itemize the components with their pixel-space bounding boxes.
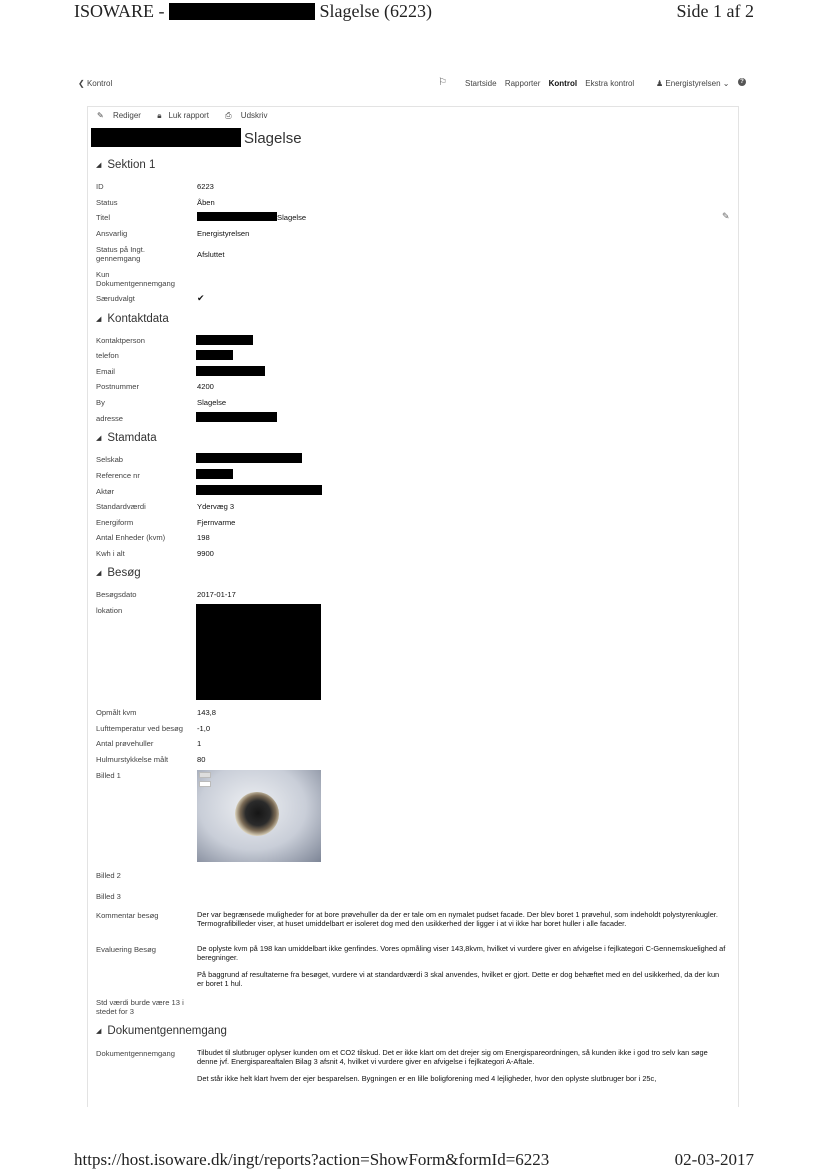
redacted-block	[169, 3, 315, 20]
field-label: Ansvarlig	[96, 229, 128, 238]
top-nav	[78, 78, 752, 92]
field-label: Billed 1	[96, 771, 121, 780]
field-label: Aktør	[96, 487, 115, 496]
nav-links	[465, 79, 640, 88]
redacted-block	[196, 335, 253, 345]
close-report-button[interactable]: 🔒︎ Luk rapport	[157, 111, 209, 120]
field-label: Billed 3	[96, 892, 121, 901]
field-label: Besøgsdato	[96, 590, 137, 599]
redacted-block	[196, 366, 265, 376]
nav-link-rapporter[interactable]: Rapporter	[504, 79, 541, 88]
field-label: Antal prøvehuller	[96, 739, 154, 748]
section-header-dokumentgennemgang[interactable]: ◢ Dokumentgennemgang	[96, 1025, 227, 1037]
field-value-enheder: 198	[197, 533, 210, 542]
print-date: 02-03-2017	[674, 1150, 754, 1169]
redacted-block	[196, 412, 277, 422]
section-header-kontaktdata[interactable]: ◢ Kontaktdata	[96, 313, 169, 325]
field-label: Evaluering Besøg	[96, 945, 156, 954]
chevron-down-icon: ⌄	[722, 79, 730, 88]
field-label: Status	[96, 198, 118, 207]
field-value-dokumentgennemgang: Tilbudet til slutbruger oplyser kunden om et CO2 tilskud. Det er ikke klart om det drejer sig om Energispareordningen, så kunden ikke i god tro selv kan søge denne jvf. Energispareaftalen Bilag 3 afsnit 4, hvilket vi vurdere giver en afvigelse i fejlkategori A-Aftale. Det står ikke helt klart hvem der ejer besparelsen. Bygningen er en lille boligforening med 4 lejligheder, hvor den oplyste slutbruger bor i 25c,	[197, 1049, 727, 1084]
field-value-opmaalt-kvm: 143,8	[197, 708, 217, 717]
field-label: Billed 2	[96, 871, 121, 880]
field-label: Hulmurstykkelse målt	[96, 755, 169, 764]
field-label: Std værdi burde være 13 i stedet for 3	[96, 998, 184, 1016]
field-label: Antal Enheder (kvm)	[96, 533, 166, 542]
nav-link-startside[interactable]: Startside	[465, 79, 497, 88]
page-title: Slagelse	[244, 130, 302, 147]
flag-icon[interactable]: ⚐	[438, 77, 447, 88]
edit-icon: ✎	[97, 111, 104, 120]
field-label: Kommentar besøg	[96, 911, 159, 920]
field-label: Titel	[96, 213, 111, 222]
collapse-triangle-icon: ◢	[96, 1028, 102, 1035]
field-label: Standardværdi	[96, 502, 146, 511]
redacted-block	[196, 453, 302, 463]
field-value-postnummer: 4200	[197, 382, 214, 391]
print-page-number: Side 1 af 2	[676, 1, 754, 21]
field-label: Kun Dokumentgennemgang	[96, 270, 175, 288]
report-toolbar	[97, 111, 281, 121]
field-value-titel: Slagelse	[197, 212, 306, 222]
field-label: Status på Ingt. gennemgang	[96, 245, 145, 263]
field-label: Postnummer	[96, 382, 140, 391]
billed-1-photo[interactable]	[197, 770, 321, 862]
print-button[interactable]: ⎙ Udskriv	[225, 111, 268, 120]
field-value-hulmur: 80	[197, 755, 206, 764]
field-value-kwh: 9900	[197, 549, 214, 558]
photo-control[interactable]	[199, 781, 211, 787]
section-header-besoeg[interactable]: ◢ Besøg	[96, 567, 141, 579]
field-label: Særudvalgt	[96, 294, 135, 303]
user-menu[interactable]: ♟ Energistyrelsen ⌄	[656, 79, 730, 88]
field-label: Lufttemperatur ved besøg	[96, 724, 183, 733]
field-label: By	[96, 398, 105, 407]
print-url: https://host.isoware.dk/ingt/reports?action=ShowForm&formId=6223	[74, 1150, 550, 1169]
field-value-by: Slagelse	[197, 398, 227, 407]
back-link[interactable]: ❮ Kontrol	[78, 79, 113, 88]
field-value-lufttemperatur: -1,0	[197, 724, 211, 733]
field-value-evaluering: De oplyste kvm på 198 kan umiddelbart ikke genfindes. Vores opmåling viser 143,8kvm, hvilket vi vurdere giver en afvigelse i fejlkategori C-Gennemskuelighed af beregninger. På baggrund af resultaterne fra besøget, vurdere vi at standardværdi 3 skal anvendes, hvilket er gjort. Dette er dog behæftet med en del usikkerhed, da der kun er boret 1 hul.	[197, 944, 726, 988]
lock-icon: 🔒︎	[157, 111, 162, 120]
field-value-besoegsdato: 2017-01-17	[197, 590, 236, 599]
redacted-block	[197, 212, 277, 221]
help-icon[interactable]: ?	[738, 78, 746, 86]
field-label: Energiform	[96, 518, 134, 527]
nav-link-kontrol[interactable]: Kontrol	[548, 79, 578, 88]
field-label: adresse	[96, 414, 124, 423]
user-icon: ♟	[656, 79, 664, 88]
chevron-left-icon: ❮	[78, 79, 85, 88]
field-value-status-ingt: Afsluttet	[197, 250, 225, 259]
collapse-triangle-icon: ◢	[96, 316, 102, 323]
nav-link-ekstra-kontrol[interactable]: Ekstra kontrol	[585, 79, 635, 88]
field-label: Kwh i alt	[96, 549, 125, 558]
collapse-triangle-icon: ◢	[96, 162, 102, 169]
print-header	[74, 0, 754, 24]
checkmark-icon: ✔	[197, 293, 205, 303]
collapse-triangle-icon: ◢	[96, 570, 102, 577]
field-value-proevehuller: 1	[197, 739, 202, 748]
section-header-sektion-1[interactable]: ◢ Sektion 1	[96, 159, 156, 171]
field-value-kommentar: Der var begrænsede muligheder for at bore prøvehuller da der er tale om en nymalet pudset facade. Der blev boret 1 prøvehul, som indeholdt polystyrenkugler. Termografibilleder viser, at huset umiddelbart er isoleret dog med den usikkerhed der ligger i at vi ikke har boret huller i alle facader.	[197, 910, 718, 928]
field-label: Kontaktperson	[96, 336, 145, 345]
field-label: ID	[96, 182, 104, 191]
field-value-status: Åben	[197, 198, 215, 207]
field-label: Email	[96, 367, 115, 376]
printer-icon: ⎙	[225, 111, 232, 120]
redacted-block	[196, 485, 322, 495]
redacted-block	[196, 350, 233, 360]
field-value-energiform: Fjernvarme	[197, 518, 236, 527]
redacted-block	[196, 469, 233, 479]
field-label: telefon	[96, 351, 119, 360]
field-value-id: 6223	[197, 182, 214, 191]
field-label: Dokumentgennemgang	[96, 1049, 175, 1058]
photo-control[interactable]	[199, 772, 211, 778]
collapse-triangle-icon: ◢	[96, 435, 102, 442]
drill-hole	[235, 792, 279, 836]
redacted-map	[196, 604, 321, 700]
section-header-stamdata[interactable]: ◢ Stamdata	[96, 432, 157, 444]
redacted-block	[91, 128, 241, 147]
field-label: Selskab	[96, 455, 124, 464]
field-label: Reference nr	[96, 471, 140, 480]
pencil-icon[interactable]: ✎	[722, 211, 730, 221]
field-label: Opmålt kvm	[96, 708, 137, 717]
field-value-standardvaerdi: Ydervæg 3	[197, 502, 235, 511]
print-header-title: ISOWARE - Slagelse (6223)	[74, 1, 432, 21]
field-value-ansvarlig: Energistyrelsen	[197, 229, 250, 238]
edit-button[interactable]: ✎ Rediger	[97, 111, 141, 120]
field-label: lokation	[96, 606, 123, 615]
